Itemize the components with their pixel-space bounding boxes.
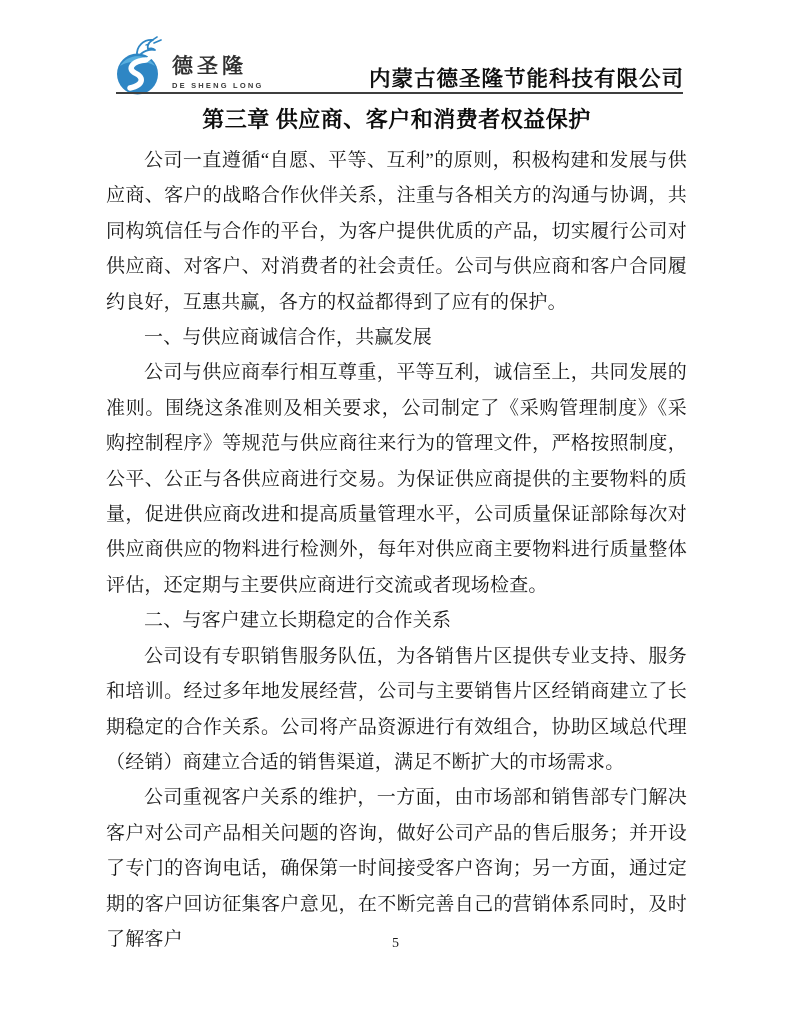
page-header xyxy=(0,0,791,96)
company-logo xyxy=(116,36,264,96)
paragraph: 公司设有专职销售服务队伍，为各销售片区提供专业支持、服务和培训。经过多年地发展经营，公司与主要销售片区经销商建立了长期稳定的合作关系。公司将产品资源进行有效组合，协助区域总代理（经销）商建立合适的销售渠道，满足不断扩大的市场需求。 xyxy=(106,645,687,773)
page-footer xyxy=(0,936,791,952)
logo-name-en: DE SHENG LONG xyxy=(172,81,264,90)
paragraph: 公司重视客户关系的维护，一方面，由市场部和销售部专门解决客户对公司产品相关问题的咨询，做好公司产品的售后服务；并开设了专门的咨询电话，确保第一时间接受客户咨询；另一方面，通过定期的客户回访征集客户意见，在不断完善自己的营销体系同时，及时了解客户 xyxy=(106,787,687,950)
logo-text xyxy=(172,56,264,90)
document-body xyxy=(106,104,687,957)
paragraph: 公司与供应商奉行相互尊重，平等互利，诚信至上，共同发展的准则。围绕这条准则及相关要求，公司制定了《采购管理制度》《采购控制程序》等规范与供应商往来行为的管理文件，严格按照制度，公平、公正与各供应商进行交易。为保证供应商提供的主要物料的质量，促进供应商改进和提高质量管理水平，公司质量保证部除每次对供应商供应的物料进行检测外，每年对供应商主要物料进行质量整体评估，还定期与主要供应商进行交流或者现场检查。 xyxy=(106,362,687,596)
section-heading: 一、与供应商诚信合作，共赢发展 xyxy=(144,327,433,349)
paragraph-container xyxy=(106,143,687,957)
logo-name-cn: 德圣隆 xyxy=(172,55,247,78)
company-name: 内蒙古德圣隆节能科技有限公司 xyxy=(368,67,684,91)
page-number: 5 xyxy=(392,936,399,951)
dragon-s-logo-icon xyxy=(116,36,168,96)
header-divider xyxy=(116,92,683,94)
paragraph: 公司一直遵循“自愿、平等、互利”的原则，积极构建和发展与供应商、客户的战略合作伙伴关系，注重与各相关方的沟通与协调，共同构筑信任与合作的平台，为客户提供优质的产品，切实履行公司对供应商、对客户、对消费者的社会责任。公司与供应商和客户合同履约良好，互惠共赢，各方的权益都得到了应有的保护。 xyxy=(106,150,687,313)
section-heading: 二、与客户建立长期稳定的合作关系 xyxy=(144,610,452,632)
chapter-title: 第三章 供应商、客户和消费者权益保护 xyxy=(202,107,591,132)
